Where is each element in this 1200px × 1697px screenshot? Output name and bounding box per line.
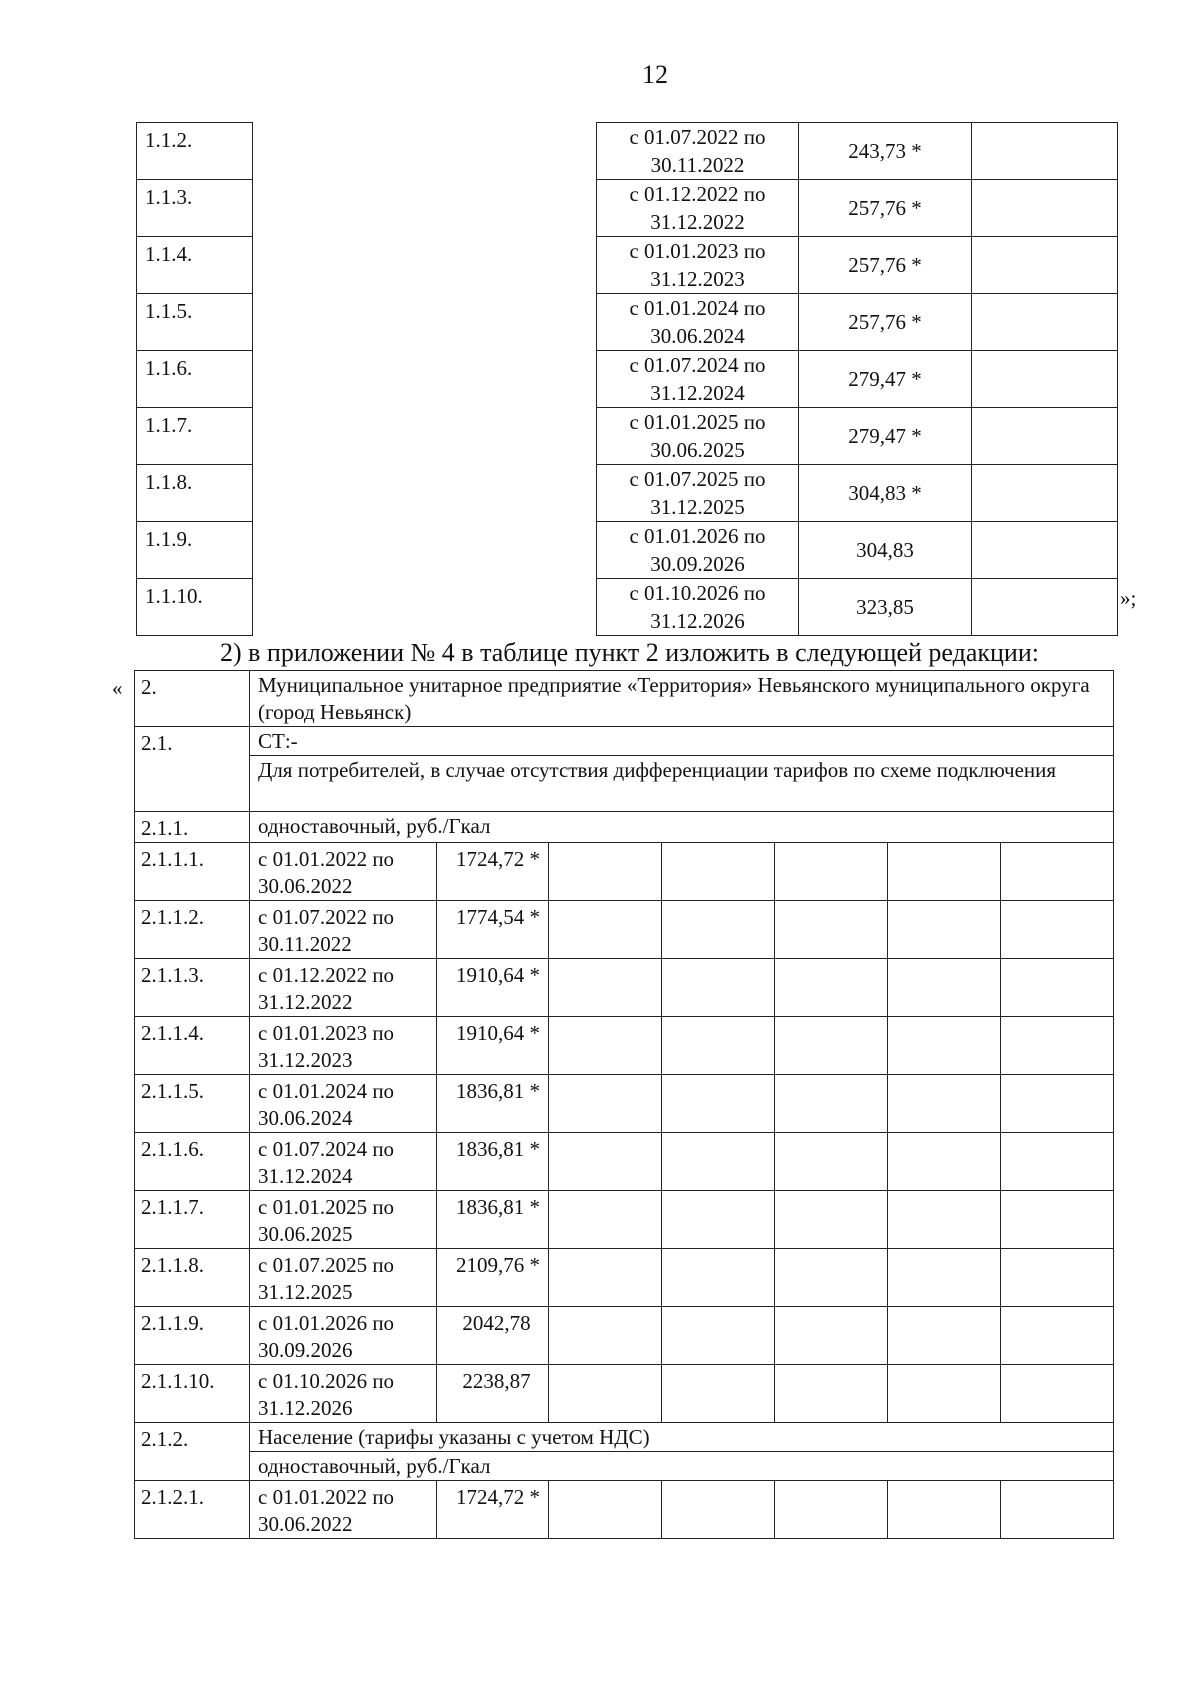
period-cell [597, 351, 799, 408]
empty-cell [888, 843, 1001, 901]
empty-cell [775, 1075, 888, 1133]
empty-cell [253, 237, 597, 294]
row-number: 2.1.1.3. [135, 959, 250, 1017]
period-cell [250, 1249, 437, 1307]
period-to: 31.12.2026 [650, 609, 745, 633]
row-number: 1.1.9. [137, 522, 253, 579]
tariff-value: 2238,87 [437, 1365, 549, 1423]
table-row [135, 1191, 1114, 1249]
period-cell [250, 1191, 437, 1249]
consumers-row [135, 756, 1114, 812]
row-number: 1.1.8. [137, 465, 253, 522]
row-number: 2.1.1.1. [135, 843, 250, 901]
empty-cell [775, 901, 888, 959]
period-from: с 01.01.2024 по [629, 296, 766, 320]
period-from: с 01.12.2022 по [258, 963, 395, 987]
period-from: с 01.01.2022 по [258, 1485, 395, 1509]
empty-cell [1001, 843, 1114, 901]
empty-cell [549, 1307, 662, 1365]
tariff-value: 1724,72 * [437, 1481, 549, 1539]
row-number: 1.1.10. [137, 579, 253, 636]
empty-cell [662, 1133, 775, 1191]
table-row [135, 901, 1114, 959]
st-label: СТ:- [250, 727, 1114, 756]
period-cell [250, 959, 437, 1017]
empty-cell [662, 843, 775, 901]
empty-cell [972, 522, 1118, 579]
empty-cell [662, 901, 775, 959]
empty-cell [253, 465, 597, 522]
empty-cell [253, 294, 597, 351]
empty-cell [549, 901, 662, 959]
row-number: 1.1.2. [137, 123, 253, 180]
empty-cell [662, 1017, 775, 1075]
period-to: 30.09.2026 [258, 1338, 353, 1362]
period-to: 31.12.2023 [650, 267, 745, 291]
empty-cell [1001, 959, 1114, 1017]
period-to: 30.06.2025 [650, 438, 745, 462]
empty-cell [1001, 1481, 1114, 1539]
closing-quote: »; [1120, 586, 1137, 610]
row-number: 1.1.4. [137, 237, 253, 294]
period-to: 31.12.2023 [258, 1048, 353, 1072]
empty-cell [1001, 1191, 1114, 1249]
empty-cell [253, 522, 597, 579]
period-cell [250, 1307, 437, 1365]
period-cell [250, 1133, 437, 1191]
row-number: 2.1.1.4. [135, 1017, 250, 1075]
period-from: с 01.01.2023 по [629, 239, 766, 263]
empty-cell [1001, 1249, 1114, 1307]
tariff-value: 1836,81 * [437, 1191, 549, 1249]
period-from: с 01.10.2026 по [258, 1369, 395, 1393]
tariff-table-2 [134, 670, 1114, 1539]
row-number: 1.1.5. [137, 294, 253, 351]
row-number: 2.1.1.6. [135, 1133, 250, 1191]
period-from: с 01.07.2025 по [258, 1253, 395, 1277]
empty-cell [549, 1365, 662, 1423]
consumers-label: Для потребителей, в случае отсутствия дифференциации тарифов по схеме подключения [250, 756, 1114, 812]
period-from: с 01.01.2023 по [258, 1021, 395, 1045]
empty-cell [253, 579, 597, 636]
empty-cell [662, 1481, 775, 1539]
tariff-value: 1774,54 * [437, 901, 549, 959]
period-cell [250, 1017, 437, 1075]
table-row [137, 351, 1118, 408]
empty-cell [549, 843, 662, 901]
row-number: 2.1.1.5. [135, 1075, 250, 1133]
row-number: 1.1.6. [137, 351, 253, 408]
empty-cell [1001, 1133, 1114, 1191]
empty-cell [549, 1249, 662, 1307]
empty-cell [253, 351, 597, 408]
population-label: Население (тарифы указаны с учетом НДС) [250, 1423, 1114, 1452]
period-cell [597, 522, 799, 579]
period-from: с 01.01.2026 по [629, 524, 766, 548]
tariff-value: 323,85 [799, 579, 972, 636]
row-number: 2.1.1.2. [135, 901, 250, 959]
period-cell [250, 1075, 437, 1133]
tariff-value: 1836,81 * [437, 1075, 549, 1133]
tariff-value: 304,83 [799, 522, 972, 579]
opening-quote: « [112, 676, 123, 700]
row-number: 2.1.2.1. [135, 1481, 250, 1539]
tariff-value: 1910,64 * [437, 959, 549, 1017]
single-rate-row [135, 812, 1114, 843]
tariff-value: 1910,64 * [437, 1017, 549, 1075]
period-from: с 01.01.2026 по [258, 1311, 395, 1335]
period-from: с 01.12.2022 по [629, 182, 766, 206]
empty-cell [1001, 1017, 1114, 1075]
period-to: 30.06.2022 [258, 874, 353, 898]
empty-cell [775, 1307, 888, 1365]
tariff-table-1 [136, 122, 1118, 636]
empty-cell [549, 1133, 662, 1191]
empty-cell [662, 1075, 775, 1133]
empty-cell [775, 843, 888, 901]
empty-cell [1001, 1075, 1114, 1133]
empty-cell [549, 1017, 662, 1075]
period-from: с 01.01.2024 по [258, 1079, 395, 1103]
empty-cell [888, 959, 1001, 1017]
table-row [135, 1365, 1114, 1423]
empty-cell [1001, 901, 1114, 959]
tariff-value: 243,73 * [799, 123, 972, 180]
period-from: с 01.07.2022 по [258, 905, 395, 929]
empty-cell [972, 123, 1118, 180]
row-number: 2. [135, 671, 250, 727]
empty-cell [662, 1365, 775, 1423]
population-single-rate-row [135, 1452, 1114, 1481]
period-from: с 01.07.2022 по [629, 125, 766, 149]
table-row [135, 959, 1114, 1017]
empty-cell [888, 1017, 1001, 1075]
tariff-value: 1836,81 * [437, 1133, 549, 1191]
period-from: с 01.07.2025 по [629, 467, 766, 491]
period-to: 31.12.2024 [650, 381, 745, 405]
table-row [137, 579, 1118, 636]
table-row [137, 522, 1118, 579]
empty-cell [549, 1191, 662, 1249]
period-from: с 01.01.2025 по [258, 1195, 395, 1219]
empty-cell [253, 180, 597, 237]
empty-cell [888, 901, 1001, 959]
table-row [135, 1133, 1114, 1191]
empty-cell [775, 1249, 888, 1307]
st-row [135, 727, 1114, 756]
period-cell [597, 294, 799, 351]
period-from: с 01.07.2024 по [629, 353, 766, 377]
period-cell [250, 1481, 437, 1539]
period-to: 30.06.2022 [258, 1512, 353, 1536]
empty-cell [888, 1249, 1001, 1307]
period-cell [597, 180, 799, 237]
table-row [137, 237, 1118, 294]
tariff-value: 257,76 * [799, 180, 972, 237]
empty-cell [888, 1307, 1001, 1365]
period-to: 30.06.2024 [650, 324, 745, 348]
period-to: 30.09.2026 [650, 552, 745, 576]
table-row [135, 1017, 1114, 1075]
empty-cell [549, 959, 662, 1017]
empty-cell [775, 959, 888, 1017]
empty-cell [888, 1075, 1001, 1133]
row-number: 1.1.7. [137, 408, 253, 465]
empty-cell [662, 959, 775, 1017]
empty-cell [253, 408, 597, 465]
period-cell [250, 843, 437, 901]
tariff-value: 279,47 * [799, 408, 972, 465]
period-from: с 01.01.2022 по [258, 847, 395, 871]
empty-cell [662, 1249, 775, 1307]
empty-cell [775, 1017, 888, 1075]
empty-cell [1001, 1307, 1114, 1365]
empty-cell [888, 1481, 1001, 1539]
empty-cell [775, 1365, 888, 1423]
period-cell [250, 901, 437, 959]
empty-cell [662, 1191, 775, 1249]
table-row [137, 294, 1118, 351]
table-row [135, 1481, 1114, 1539]
empty-cell [253, 123, 597, 180]
empty-cell [972, 579, 1118, 636]
tariff-value: 2109,76 * [437, 1249, 549, 1307]
single-rate-label: одноставочный, руб./Гкал [250, 812, 1114, 843]
period-cell [597, 465, 799, 522]
tariff-value: 2042,78 [437, 1307, 549, 1365]
empty-cell [972, 294, 1118, 351]
population-single-rate-label: одноставочный, руб./Гкал [250, 1452, 1114, 1481]
empty-cell [1001, 1365, 1114, 1423]
empty-cell [972, 465, 1118, 522]
empty-cell [888, 1365, 1001, 1423]
tariff-value: 257,76 * [799, 294, 972, 351]
row-number: 2.1.2. [135, 1423, 250, 1481]
period-from: с 01.07.2024 по [258, 1137, 395, 1161]
table-row [135, 1249, 1114, 1307]
row-number: 2.1. [135, 727, 250, 812]
row-number: 1.1.3. [137, 180, 253, 237]
empty-cell [775, 1481, 888, 1539]
table-row [135, 1075, 1114, 1133]
period-cell [597, 237, 799, 294]
period-to: 31.12.2025 [650, 495, 745, 519]
amendment-heading: 2) в приложении № 4 в таблице пункт 2 изложить в следующей редакции: [220, 638, 1039, 667]
row-number: 2.1.1. [135, 812, 250, 843]
empty-cell [972, 351, 1118, 408]
row-number: 2.1.1.10. [135, 1365, 250, 1423]
period-to: 31.12.2025 [258, 1280, 353, 1304]
period-to: 30.11.2022 [650, 153, 745, 177]
org-name: Муниципальное унитарное предприятие «Территория» Невьянского муниципального округа (город Невьянск) [250, 671, 1114, 727]
table-row [135, 843, 1114, 901]
table-row [137, 465, 1118, 522]
empty-cell [775, 1191, 888, 1249]
empty-cell [972, 408, 1118, 465]
period-to: 31.12.2022 [258, 990, 353, 1014]
period-to: 30.11.2022 [258, 932, 352, 956]
tariff-value: 304,83 * [799, 465, 972, 522]
period-cell [597, 408, 799, 465]
population-row [135, 1423, 1114, 1452]
period-cell [597, 123, 799, 180]
period-to: 31.12.2022 [650, 210, 745, 234]
table-row [137, 123, 1118, 180]
tariff-value: 279,47 * [799, 351, 972, 408]
table-row [137, 408, 1118, 465]
period-from: с 01.01.2025 по [629, 410, 766, 434]
period-to: 30.06.2025 [258, 1222, 353, 1246]
table-row [135, 1307, 1114, 1365]
empty-cell [888, 1191, 1001, 1249]
row-number: 2.1.1.7. [135, 1191, 250, 1249]
period-cell [250, 1365, 437, 1423]
period-to: 31.12.2026 [258, 1396, 353, 1420]
row-number: 2.1.1.8. [135, 1249, 250, 1307]
empty-cell [972, 237, 1118, 294]
empty-cell [662, 1307, 775, 1365]
period-cell [597, 579, 799, 636]
row-number: 2.1.1.9. [135, 1307, 250, 1365]
tariff-value: 257,76 * [799, 237, 972, 294]
table-row [137, 180, 1118, 237]
empty-cell [972, 180, 1118, 237]
empty-cell [549, 1481, 662, 1539]
empty-cell [888, 1133, 1001, 1191]
tariff-value: 1724,72 * [437, 843, 549, 901]
period-to: 31.12.2024 [258, 1164, 353, 1188]
empty-cell [775, 1133, 888, 1191]
period-from: с 01.10.2026 по [629, 581, 766, 605]
empty-cell [549, 1075, 662, 1133]
org-row [135, 671, 1114, 727]
period-to: 30.06.2024 [258, 1106, 353, 1130]
page-number: 12 [642, 60, 668, 89]
